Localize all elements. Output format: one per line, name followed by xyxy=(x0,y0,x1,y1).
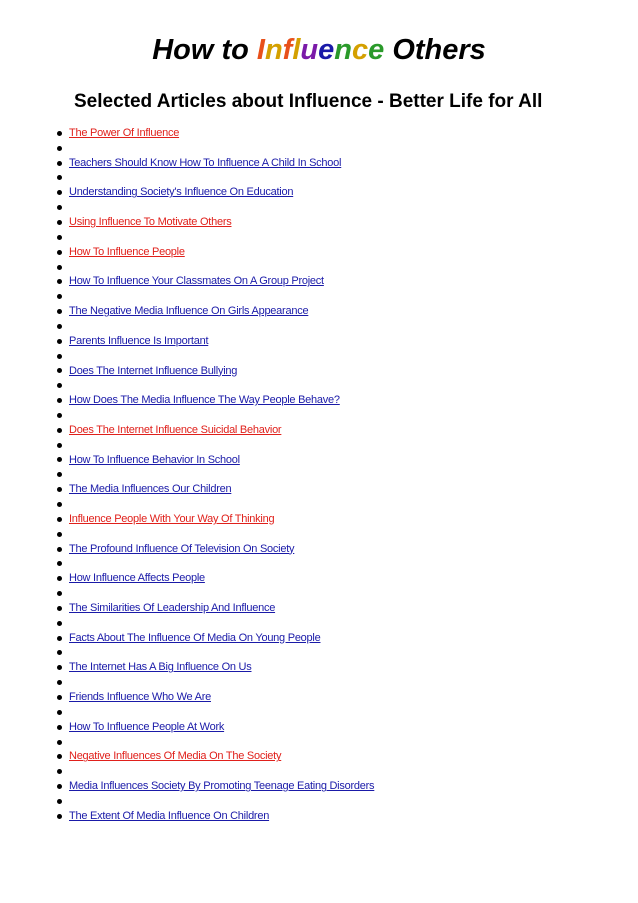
article-link[interactable]: How To Influence People At Work xyxy=(69,720,225,733)
list-item xyxy=(57,274,627,289)
bullet-icon xyxy=(57,665,62,670)
bullet-icon xyxy=(57,740,62,745)
list-item xyxy=(57,512,627,527)
article-link[interactable]: The Extent Of Media Influence On Children xyxy=(69,809,270,822)
bullet-icon xyxy=(57,695,62,700)
list-item xyxy=(57,423,627,438)
list-item xyxy=(57,482,627,497)
empty-list-item xyxy=(57,794,627,809)
bullet-icon xyxy=(57,413,62,418)
list-item xyxy=(57,690,627,705)
title-part: f xyxy=(282,34,293,66)
bullet-icon xyxy=(57,324,62,329)
bullet-icon xyxy=(57,650,62,655)
bullet-icon xyxy=(57,769,62,774)
article-link[interactable]: Media Influences Society By Promoting Teenage Eating Disorders xyxy=(69,780,375,793)
article-link[interactable]: Facts About The Influence Of Media On Young People xyxy=(69,631,321,644)
bullet-icon xyxy=(57,547,62,552)
empty-list-item xyxy=(57,586,627,601)
empty-list-item xyxy=(57,378,627,393)
list-item xyxy=(57,215,627,230)
title-part: How to xyxy=(152,34,257,66)
bullet-icon xyxy=(57,279,62,284)
empty-list-item xyxy=(57,497,627,512)
list-item xyxy=(57,749,627,764)
bullet-icon xyxy=(57,502,62,507)
empty-list-item xyxy=(57,705,627,720)
bullet-icon xyxy=(57,428,62,433)
article-link[interactable]: The Power Of Influence xyxy=(69,127,180,139)
article-link[interactable]: Negative Influences Of Media On The Society xyxy=(69,750,282,763)
bullet-icon xyxy=(57,220,62,225)
list-item xyxy=(57,779,627,794)
article-link[interactable]: Teachers Should Know How To Influence A Child In School xyxy=(69,156,342,169)
title-part: u xyxy=(300,34,319,66)
list-item xyxy=(57,126,627,141)
list-item xyxy=(57,542,627,557)
bullet-icon xyxy=(57,561,62,566)
bullet-icon xyxy=(57,680,62,685)
article-link[interactable]: How Influence Affects People xyxy=(69,572,205,585)
bullet-icon xyxy=(57,517,62,522)
list-item xyxy=(57,364,627,379)
empty-list-item xyxy=(57,438,627,453)
title-part: c xyxy=(351,34,369,66)
empty-list-item xyxy=(57,230,627,245)
list-item xyxy=(57,156,627,171)
article-link[interactable]: The Similarities Of Leadership And Influence xyxy=(69,602,276,614)
empty-list-item xyxy=(57,319,627,334)
empty-list-item xyxy=(57,467,627,482)
bullet-icon xyxy=(57,576,62,581)
bullet-icon xyxy=(57,161,62,166)
list-item xyxy=(57,660,627,675)
bullet-icon xyxy=(57,636,62,641)
article-link[interactable]: Friends Influence Who We Are xyxy=(69,691,211,704)
list-item xyxy=(57,720,627,735)
title-part: I xyxy=(256,34,265,66)
article-link[interactable]: The Profound Influence Of Television On Society xyxy=(69,542,295,555)
bullet-icon xyxy=(57,265,62,270)
article-link[interactable]: The Media Influences Our Children xyxy=(69,483,232,496)
article-link[interactable]: Parents Influence Is Important xyxy=(69,334,209,347)
bullet-icon xyxy=(57,457,62,462)
bullet-icon xyxy=(57,175,62,180)
bullet-icon xyxy=(57,487,62,492)
list-item xyxy=(57,185,627,200)
bullet-icon xyxy=(57,532,62,537)
empty-list-item xyxy=(57,735,627,750)
bullet-icon xyxy=(57,368,62,373)
bullet-icon xyxy=(57,294,62,299)
bullet-icon xyxy=(57,725,62,730)
bullet-icon xyxy=(57,754,62,759)
empty-list-item xyxy=(57,764,627,779)
title-part: e xyxy=(318,34,335,66)
bullet-icon xyxy=(57,621,62,626)
list-item xyxy=(57,453,627,468)
list-item xyxy=(57,809,627,824)
list-item xyxy=(57,334,627,349)
empty-list-item xyxy=(57,408,627,423)
bullet-icon xyxy=(57,443,62,448)
article-list xyxy=(57,126,627,824)
bullet-icon xyxy=(57,710,62,715)
article-link[interactable]: Influence People With Your Way Of Thinking xyxy=(69,512,275,525)
empty-list-item xyxy=(57,527,627,542)
bullet-icon xyxy=(57,814,62,819)
title-part: n xyxy=(334,34,352,66)
bullet-icon xyxy=(57,383,62,388)
page-title xyxy=(0,32,638,68)
empty-list-item xyxy=(57,556,627,571)
article-link[interactable]: Understanding Society's Influence On Education xyxy=(69,186,294,199)
list-item xyxy=(57,601,627,616)
bullet-icon xyxy=(57,354,62,359)
bullet-icon xyxy=(57,250,62,255)
article-link[interactable]: How Does The Media Influence The Way People Behave? xyxy=(69,394,340,407)
article-link[interactable]: How To Influence People xyxy=(69,245,185,258)
list-item xyxy=(57,571,627,586)
title-part: n xyxy=(264,34,283,66)
empty-list-item xyxy=(57,260,627,275)
empty-list-item xyxy=(57,200,627,215)
bullet-icon xyxy=(57,591,62,596)
bullet-icon xyxy=(57,205,62,210)
empty-list-item xyxy=(57,141,627,156)
bullet-icon xyxy=(57,339,62,344)
article-link[interactable]: The Internet Has A Big Influence On Us xyxy=(69,661,252,674)
article-link[interactable]: How To Influence Your Classmates On A Group Project xyxy=(69,275,324,288)
bullet-icon xyxy=(57,606,62,611)
page-subtitle: Selected Articles about Influence - Better Life for All xyxy=(74,91,543,112)
bullet-icon xyxy=(57,784,62,789)
article-link[interactable]: Does The Internet Influence Suicidal Behavior xyxy=(69,423,282,436)
bullet-icon xyxy=(57,131,62,136)
empty-list-item xyxy=(57,349,627,364)
title-part: l xyxy=(292,34,301,66)
article-link[interactable]: The Negative Media Influence On Girls Appearance xyxy=(69,305,309,318)
bullet-icon xyxy=(57,235,62,240)
bullet-icon xyxy=(57,398,62,403)
bullet-icon xyxy=(57,309,62,314)
list-item xyxy=(57,245,627,260)
bullet-icon xyxy=(57,146,62,151)
title-part: Others xyxy=(384,34,486,66)
list-item xyxy=(57,304,627,319)
empty-list-item xyxy=(57,646,627,661)
article-link[interactable]: How To Influence Behavior In School xyxy=(69,453,240,466)
bullet-icon xyxy=(57,799,62,804)
empty-list-item xyxy=(57,171,627,186)
article-link[interactable]: Does The Internet Influence Bullying xyxy=(69,364,238,377)
bullet-icon xyxy=(57,472,62,477)
article-link[interactable]: Using Influence To Motivate Others xyxy=(69,216,232,229)
list-item xyxy=(57,631,627,646)
empty-list-item xyxy=(57,616,627,631)
empty-list-item xyxy=(57,289,627,304)
empty-list-item xyxy=(57,675,627,690)
title-part: e xyxy=(368,34,385,66)
bullet-icon xyxy=(57,190,62,195)
list-item xyxy=(57,393,627,408)
